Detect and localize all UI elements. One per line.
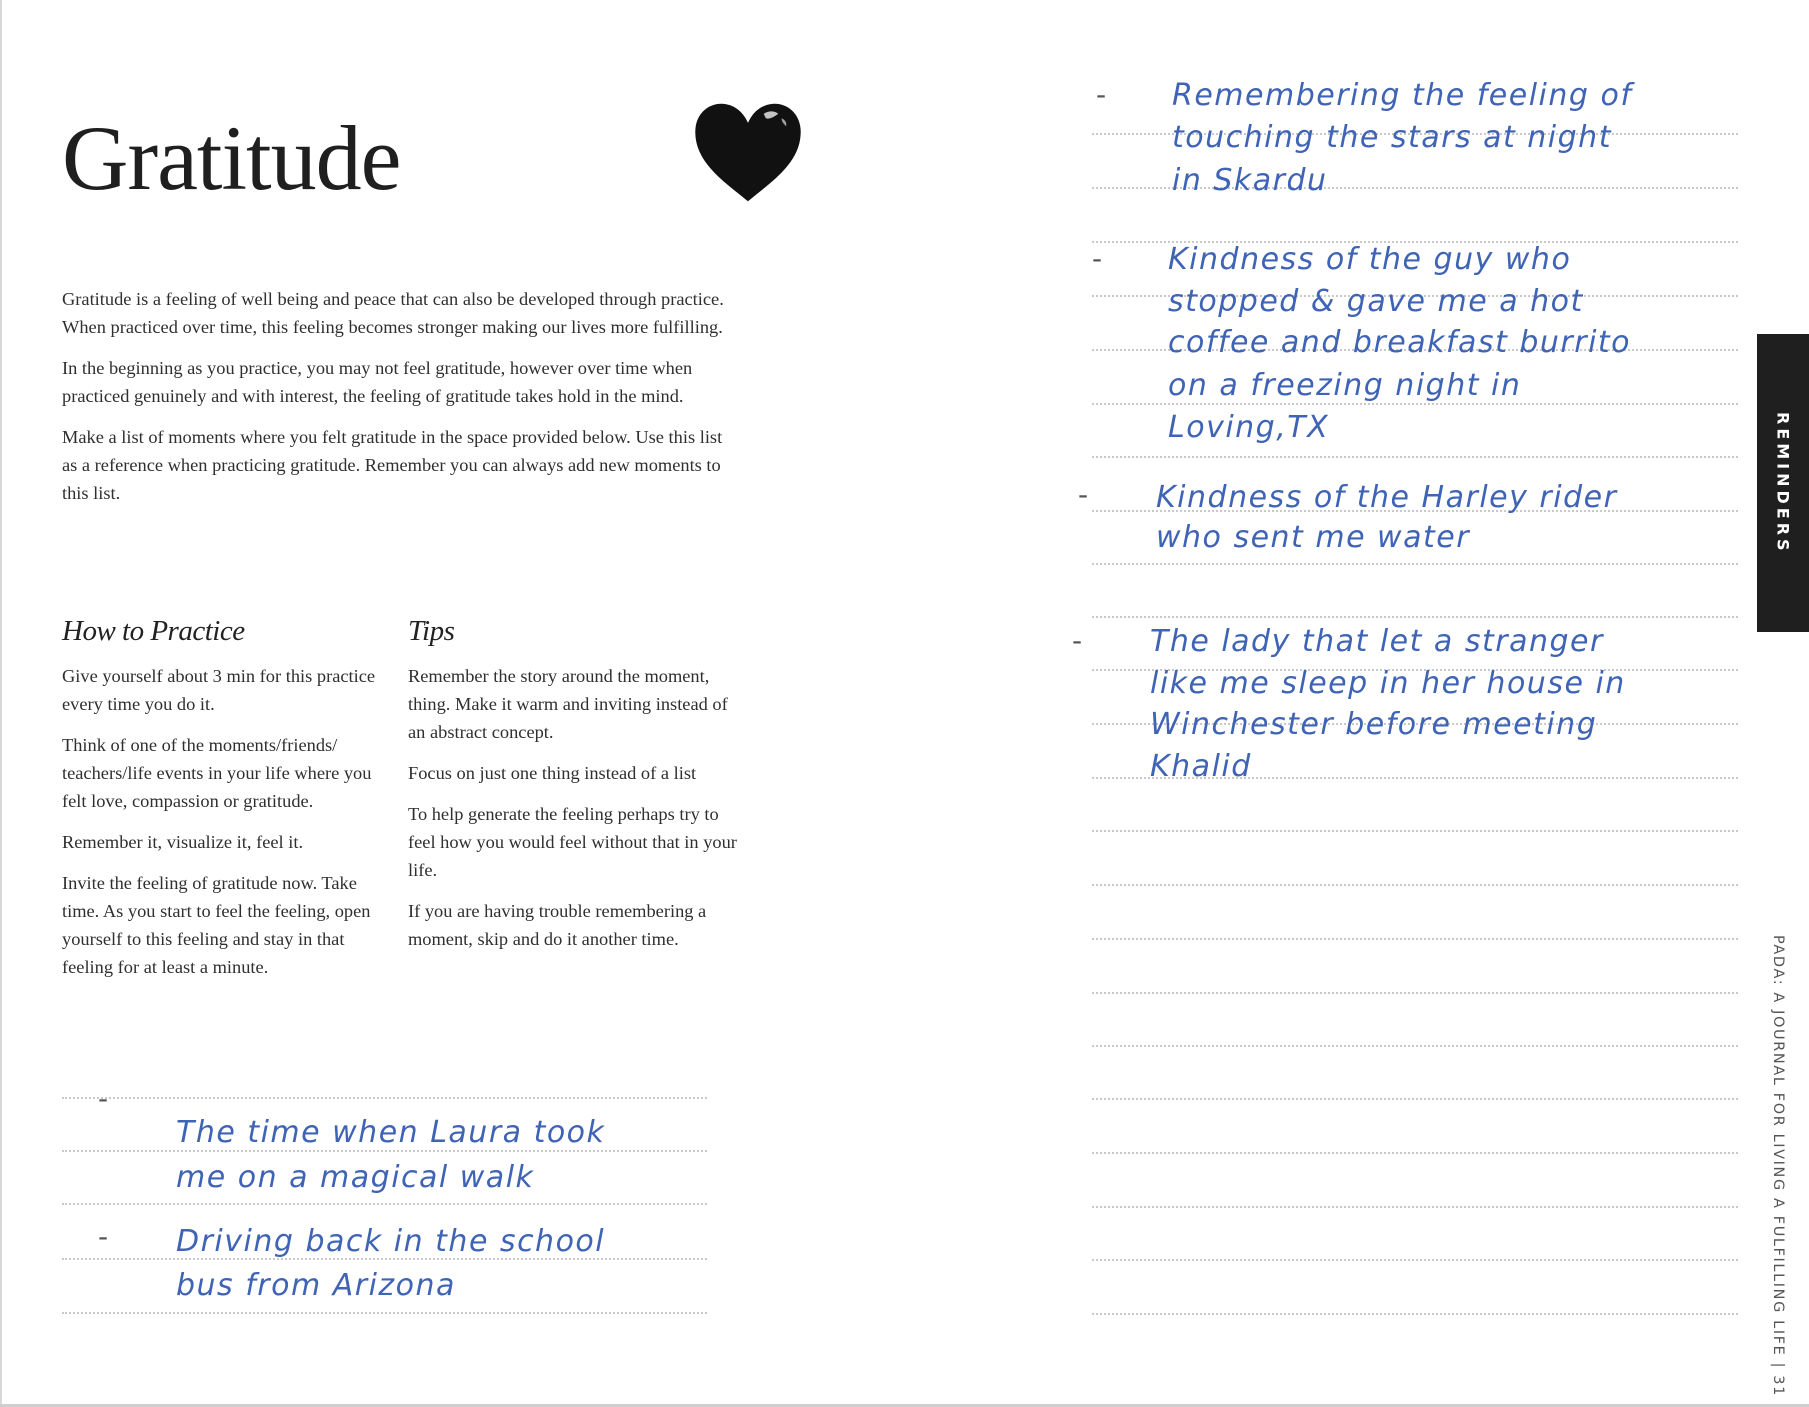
handwritten-dash: -: [1072, 624, 1083, 657]
writing-line: [1092, 616, 1738, 618]
handwritten-entry-line: who sent me water: [1156, 520, 1471, 555]
writing-line: [1092, 403, 1738, 405]
writing-line: [62, 1150, 707, 1152]
handwritten-entry-line: The lady that let a stranger: [1150, 624, 1604, 659]
heart-icon: [692, 100, 804, 204]
tip-item: Focus on just one thing instead of a list: [408, 763, 697, 783]
page-footer: PADA: A JOURNAL FOR LIVING A FULFILLING LIFE | 31: [1770, 935, 1786, 1397]
writing-line: [1092, 1152, 1738, 1154]
writing-line: [1092, 938, 1738, 940]
handwritten-entry-line: Loving,TX: [1168, 410, 1330, 445]
intro-paragraph: Make a list of moments where you felt gratitude in the space provided below. Use this list as a reference when practicing gratitude. Remember you can always add new moments to this list.: [62, 427, 723, 503]
writing-line: [62, 1203, 707, 1205]
handwritten-entry-line: on a freezing night in: [1168, 368, 1522, 403]
page-edge: [0, 0, 2, 1407]
writing-line: [1092, 1098, 1738, 1100]
handwritten-entry-line: me on a magical walk: [176, 1160, 535, 1195]
writing-line: [1092, 992, 1738, 994]
handwritten-entry-line: like me sleep in her house in: [1150, 666, 1626, 701]
writing-line: [62, 1312, 707, 1314]
handwritten-entry-line: Kindness of the Harley rider: [1156, 480, 1618, 515]
writing-line: [1092, 563, 1738, 565]
writing-line: [1092, 1206, 1738, 1208]
writing-line: [1092, 1313, 1738, 1315]
handwritten-dash: -: [98, 1082, 109, 1115]
how-to-practice-section: [62, 615, 382, 994]
handwritten-entry-line: Winchester before meeting: [1150, 707, 1598, 742]
handwritten-entry-line: Khalid: [1150, 749, 1252, 784]
intro-paragraph: Gratitude is a feeling of well being and peace that can also be developed through practice. When practiced over time, this feeling becomes stronger making our lives more fulfilling.: [62, 289, 724, 337]
handwritten-entry-line: touching the stars at night: [1172, 120, 1612, 155]
handwritten-entry-line: bus from Arizona: [176, 1268, 456, 1303]
writing-line: [1092, 884, 1738, 886]
writing-line: [1092, 1045, 1738, 1047]
intro-paragraph: In the beginning as you practice, you may not feel gratitude, however over time when practiced genuinely and with interest, the feeling of gratitude takes hold in the mind.: [62, 358, 693, 406]
handwritten-entry-line: Remembering the feeling of: [1172, 78, 1633, 113]
tips-section: [408, 615, 738, 966]
practice-step: Think of one of the moments/friends/ teachers/life events in your life where you felt love, compassion or gratitude.: [62, 735, 372, 811]
handwritten-dash: -: [98, 1220, 109, 1253]
writing-line: [62, 1097, 707, 1099]
how-to-practice-heading: How to Practice: [62, 615, 245, 647]
handwritten-dash: -: [1092, 242, 1103, 275]
handwritten-entry-line: coffee and breakfast burrito: [1168, 325, 1632, 360]
section-tab: [1757, 334, 1809, 632]
tip-item: To help generate the feeling perhaps try to feel how you would feel without that in your life.: [408, 804, 737, 880]
handwritten-entry-line: in Skardu: [1172, 163, 1328, 198]
practice-step: Invite the feeling of gratitude now. Take time. As you start to feel the feeling, open yourself to this feeling and stay in that feeling for at least a minute.: [62, 873, 371, 977]
intro-text: [62, 285, 742, 520]
writing-line: [1092, 456, 1738, 458]
tips-heading: Tips: [408, 615, 455, 647]
practice-step: Give yourself about 3 min for this practice every time you do it.: [62, 666, 376, 714]
handwritten-dash: -: [1078, 478, 1089, 511]
handwritten-entry-line: The time when Laura took: [176, 1115, 606, 1150]
writing-line: [1092, 1259, 1738, 1261]
tip-item: If you are having trouble remembering a moment, skip and do it another time.: [408, 901, 707, 949]
handwritten-entry-line: stopped & gave me a hot: [1168, 284, 1584, 319]
practice-step: Remember it, visualize it, feel it.: [62, 832, 304, 852]
handwritten-entry-line: Kindness of the guy who: [1168, 242, 1572, 277]
handwritten-dash: -: [1096, 78, 1107, 111]
tip-item: Remember the story around the moment, thing. Make it warm and inviting instead of an abstract concept.: [408, 666, 728, 742]
handwritten-entry-line: Driving back in the school: [176, 1224, 606, 1259]
section-tab-label: REMINDERS: [1773, 411, 1793, 555]
writing-line: [1092, 830, 1738, 832]
page-title: Gratitude: [62, 107, 401, 209]
